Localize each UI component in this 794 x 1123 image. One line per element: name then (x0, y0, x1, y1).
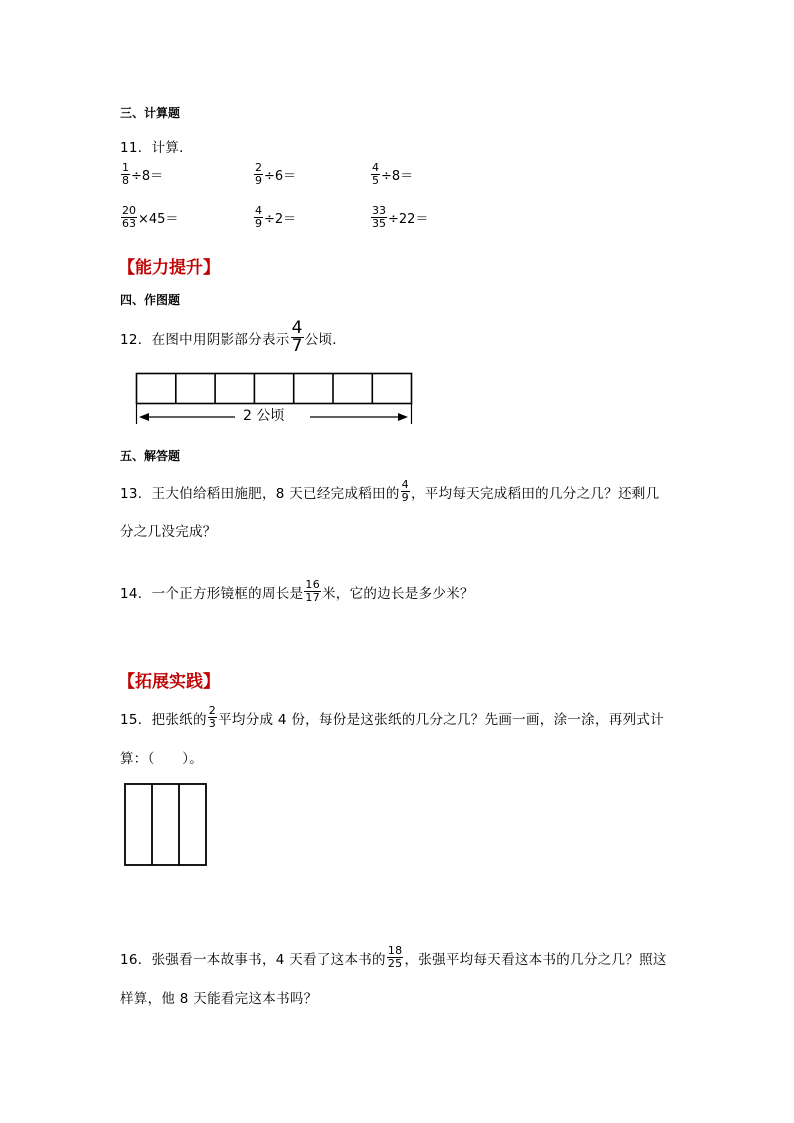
q13-line1: 13．王大伯给稻田施肥，8 天已经完成稻田的 $\frac{4}{9}$ ，平均每天完成稻田的几分之几？还剩几 (120, 478, 660, 504)
operator-text: ÷6＝ (264, 169, 297, 184)
q12-diagram (135, 372, 415, 428)
strip-outline (137, 374, 412, 404)
fraction: $\frac{16}{17}$ (305, 578, 320, 604)
fraction: $\frac{33}{35}$ (372, 204, 386, 230)
section-heading-answer: 五、解答题 (120, 449, 181, 463)
q16-line1: 16．张强看一本故事书，4 天看了这本书的 $\frac{18}{25}$ ，张强平均每天看这本书的几分之几？照这 (120, 944, 667, 970)
fraction: $\frac{4}{7}$ (291, 318, 303, 356)
operator-text: ×45＝ (138, 212, 179, 227)
q13-line2: 分之几没完成？ (120, 524, 217, 540)
q11-title: 11．计算． (120, 140, 193, 156)
fraction: $\frac{18}{25}$ (387, 944, 403, 970)
operator-text: ÷2＝ (264, 212, 297, 227)
fraction: $\frac{2}{9}$ (255, 161, 262, 187)
q11-item-3 (370, 162, 413, 187)
q11-item-4 (120, 205, 178, 230)
fraction: $\frac{4}{5}$ (372, 161, 379, 187)
fraction: $\frac{20}{63}$ (122, 204, 136, 230)
section-heading-calc: 三、计算题 (120, 106, 181, 120)
diagram-label: 2 公顷 (243, 408, 285, 424)
section-heading-extend: 【拓展实践】 (118, 672, 220, 692)
arrow-left-icon (139, 413, 149, 421)
operator-text: ÷8＝ (381, 169, 414, 184)
q11-item-1 (120, 162, 163, 187)
q14-text: 14．一个正方形镜框的周长是 $\frac{16}{17}$ 米，它的边长是多少米？ (120, 578, 474, 604)
operator-text: ÷22＝ (388, 212, 429, 227)
q11-item-5 (253, 205, 296, 230)
paper-rect-svg (124, 783, 208, 867)
q11-item-6 (370, 205, 428, 230)
q11-item-2 (253, 162, 296, 187)
fraction: $\frac{4}{9}$ (255, 204, 262, 230)
section-heading-draw: 四、作图题 (120, 293, 181, 307)
fraction: $\frac{4}{9}$ (401, 478, 409, 504)
q15-paper-rect (124, 783, 208, 871)
arrow-right-icon (398, 413, 408, 421)
section-heading-ability: 【能力提升】 (118, 258, 220, 278)
q16-line2: 样算，他 8 天能看完这本书吗？ (120, 991, 318, 1007)
operator-text: ÷8＝ (131, 169, 164, 184)
fraction: $\frac{1}{8}$ (122, 161, 129, 187)
q12-text: 12．在图中用阴影部分表示 $\frac{4}{7}$ 公顷． (120, 318, 347, 356)
q15-line2: 算：（ ）。 (120, 751, 204, 767)
q15-line1: 15．把张纸的 $\frac{2}{3}$ 平均分成 4 份，每份是这张纸的几分之几？先画一画，涂一涂，再列式计 (120, 704, 664, 730)
fraction: $\frac{2}{3}$ (208, 704, 217, 730)
